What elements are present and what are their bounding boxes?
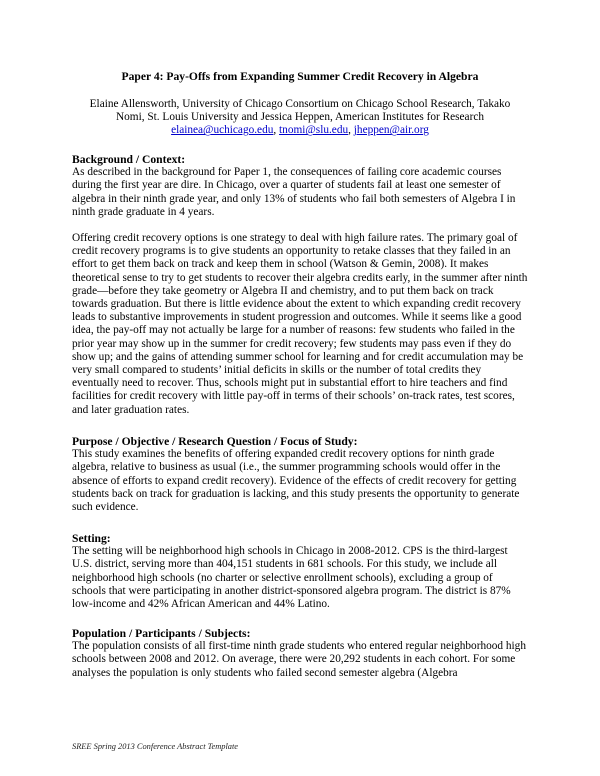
purpose-heading: Purpose / Objective / Research Question / Focus of Study: <box>72 435 358 448</box>
purpose-section <box>72 435 528 514</box>
email-separator: , <box>348 124 354 137</box>
author-block <box>76 98 524 138</box>
email-link-heppen[interactable]: jheppen@air.org <box>353 124 429 137</box>
email-separator: , <box>273 124 280 137</box>
setting-section <box>72 532 528 611</box>
background-paragraph-2: Offering credit recovery options is one strategy to deal with high failure rates. The primary goal of credit recovery programs is to give students an opportunity to retake classes that they failed in an effort to get them back on track and keep them in school (Watson & Gemin, 2008). It makes theoretical sense to try to get students to recover their algebra credits early, in the summer after ninth grade—before they take geometry or Algebra II and chemistry, and to put them back on track towards graduation. But there is little evidence about the extent to which expanding credit recovery leads to substantive improvements in student progression and outcomes. While it seems like a good idea, the pay-off may not actually be large for a number of reasons: few students who failed in the prior year may show up in the summer for credit recovery; few students may pass even if they do show up; and the gains of attending summer school for learning and for credit accumulation may be very small compared to students’ initial deficits in skills or the number of total credits they eventually need to recover. Thus, schools might put in substantial effort to hire teachers and find facilities for credit recovery with little pay-off in terms of their schools’ on-track rates, test scores, and later graduation rates. <box>72 232 528 416</box>
background-heading: Background / Context: <box>72 153 186 166</box>
author-emails <box>76 124 524 137</box>
author-line-1: Elaine Allensworth, University of Chicago Consortium on Chicago School Research, Takako <box>89 98 511 110</box>
population-section <box>72 627 528 680</box>
population-paragraph: The population consists of all first-time ninth grade students who entered regular neighborhood high schools between 2008 and 2012. On average, there were 20,292 students in each cohort. For some analyses the population is only students who failed second semester algebra (Algebra <box>72 640 526 679</box>
author-line-2: Nomi, St. Louis University and Jessica Heppen, American Institutes for Research <box>115 111 484 124</box>
setting-paragraph: The setting will be neighborhood high schools in Chicago in 2008-2012. CPS is the third-largest U.S. district, serving more than 404,151 students in 681 schools. For this study, we include all neighborhood high schools (no charter or selective enrollment schools), excluding a group of schools that were participating in another district-sponsored algebra program. The district is 87% low-income and 42% African American and 44% Latino. <box>72 545 511 611</box>
background-section <box>72 153 528 417</box>
setting-heading: Setting: <box>72 532 111 545</box>
paper-title: Paper 4: Pay-Offs from Expanding Summer Credit Recovery in Algebra <box>121 70 479 83</box>
purpose-paragraph: This study examines the benefits of offering expanded credit recovery options for ninth grade algebra, relative to business as usual (i.e., the summer programming schools would offer in the absence of efforts to expand credit recovery). Evidence of the effects of credit recovery for getting students back on track for graduation is lacking, and this study presents the opportunity to generate such evidence. <box>72 448 520 514</box>
background-paragraph-1: As described in the background for Paper 1, the consequences of failing core academic courses during the first year are dire. In Chicago, over a quarter of students fail at least one semester of algebra in their ninth grade year, and only 13% of students who fail both semesters of Algebra I in ninth grade graduate in 4 years. <box>72 166 516 218</box>
page-footer: SREE Spring 2013 Conference Abstract Template <box>72 742 239 751</box>
email-link-nomi[interactable]: tnomi@slu.edu <box>279 124 349 137</box>
population-heading: Population / Participants / Subjects: <box>72 627 251 640</box>
email-link-allensworth[interactable]: elainea@uchicago.edu <box>171 124 274 137</box>
